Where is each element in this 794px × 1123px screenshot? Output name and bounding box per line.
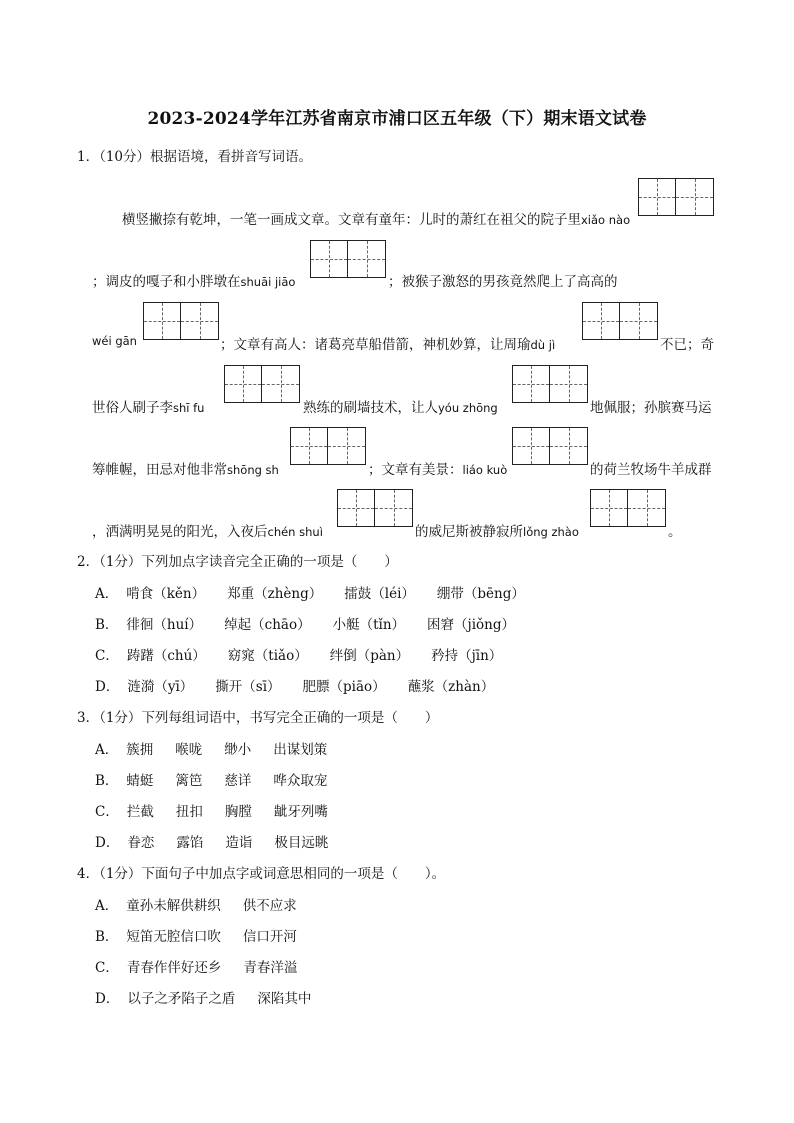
pinyin: xiǎo nào [581, 213, 631, 227]
q1-text: ；文章有美景： [368, 462, 463, 478]
answer-box-4[interactable] [582, 302, 658, 340]
q1-line-5b [368, 458, 507, 478]
q2-option-c[interactable]: C． 踌躇（chú） 窈窕（tiǎo） 绊倒（pàn） 矜持（jīn） [95, 648, 503, 664]
q2-option-a[interactable]: A． 啃食（kěn） 郑重（zhèng） 擂鼓（léi） 绷带（bēng） [95, 586, 525, 602]
q4-option-a[interactable]: A． 童孙未解供耕织 供不应求 [95, 898, 297, 914]
q1-text: ；文章有高人：诸葛亮草船借箭，神机妙算，让周瑜 [220, 337, 531, 353]
q3-option-a[interactable]: A． 簇拥 喉咙 缈小 出谋划策 [95, 742, 328, 758]
pinyin: chén shuì [267, 525, 323, 539]
q1-text: 熟练的刷墙技术，让人 [303, 400, 438, 416]
question-4-stem: 4．（1分）下面句子中加点字或词意思相同的一项是（ ）。 [77, 866, 446, 882]
answer-box-5[interactable] [224, 365, 300, 403]
q4-option-d[interactable]: D． 以子之矛陷子之盾 深陷其中 [95, 991, 312, 1007]
pinyin: shī fu [173, 401, 205, 415]
pinyin: shuāi jiāo [240, 275, 296, 289]
q1-text: 。 [668, 524, 682, 540]
q1-line-4 [92, 396, 204, 416]
question-1-stem: 1．（10分）根据语境，看拼音写词语。 [77, 149, 313, 165]
pinyin: wéi gān [92, 334, 137, 348]
q1-line-3b [220, 333, 555, 353]
q3-option-b[interactable]: B． 蜻蜓 篱笆 慈详 哗众取宠 [95, 773, 328, 789]
pinyin: liáo kuò [462, 463, 508, 477]
q1-line-5 [92, 458, 279, 478]
answer-box-8[interactable] [512, 427, 588, 465]
q1-text: 的威尼斯被静寂所 [415, 524, 523, 540]
answer-box-6[interactable] [512, 365, 588, 403]
answer-box-3[interactable] [143, 302, 219, 340]
q1-text: ；被猴子激怒的男孩竟然爬上了高高的 [388, 274, 618, 290]
q1-line-4b [303, 396, 498, 416]
answer-box-10[interactable] [590, 489, 666, 527]
pinyin: lǒng zhào [523, 525, 579, 539]
q1-line-2 [92, 270, 295, 290]
question-2-stem: 2．（1分）下列加点字读音完全正确的一项是（ ） [77, 554, 398, 570]
q1-line-1 [122, 208, 630, 228]
q1-line-6 [92, 520, 323, 540]
q1-text: 的荷兰牧场牛羊成群 [590, 462, 712, 478]
q4-option-b[interactable]: B． 短笛无腔信口吹 信口开河 [95, 929, 297, 945]
q1-text: 横竖撇捺有乾坤，一笔一画成文章。文章有童年：儿时的萧红在祖父的院子里 [122, 212, 581, 228]
q4-option-c[interactable]: C． 青春作伴好还乡 青春洋溢 [95, 960, 298, 976]
q1-line-6b [415, 520, 579, 540]
q2-option-b[interactable]: B． 徘徊（huí） 绰起（chāo） 小艇（tǐn） 困窘（jiǒng） [95, 617, 515, 633]
q1-text: 世俗人刷子李 [92, 400, 173, 416]
page-title: 2023-2024学年江苏省南京市浦口区五年级（下）期末语文试卷 [147, 109, 647, 129]
answer-box-1[interactable] [638, 178, 714, 216]
answer-box-9[interactable] [337, 489, 413, 527]
q1-text: 地佩服；孙膑赛马运 [590, 400, 712, 416]
q1-text: 筹帷幄，田忌对他非常 [92, 462, 227, 478]
pinyin: dù jì [530, 338, 556, 352]
q1-line-3 [92, 333, 137, 349]
q1-text: ，洒满明晃晃的阳光，入夜后 [92, 524, 268, 540]
q3-option-c[interactable]: C． 拦截 扭扣 胸膛 龇牙列嘴 [95, 804, 328, 820]
q3-option-d[interactable]: D． 眷恋 露馅 造诣 极目远眺 [95, 835, 329, 851]
q1-text: ；调皮的嘎子和小胖墩在 [92, 274, 241, 290]
answer-box-7[interactable] [290, 427, 366, 465]
answer-box-2[interactable] [310, 240, 386, 278]
pinyin: shōng sh [227, 463, 279, 477]
pinyin: yóu zhōng [438, 401, 498, 415]
q2-option-d[interactable]: D． 涟漪（yī） 撕开（sī） 肥膘（piāo） 蘸浆（zhàn） [95, 679, 495, 695]
question-3-stem: 3．（1分）下列每组词语中，书写完全正确的一项是（ ） [77, 710, 439, 726]
q1-text: 不已；奇 [660, 337, 714, 353]
